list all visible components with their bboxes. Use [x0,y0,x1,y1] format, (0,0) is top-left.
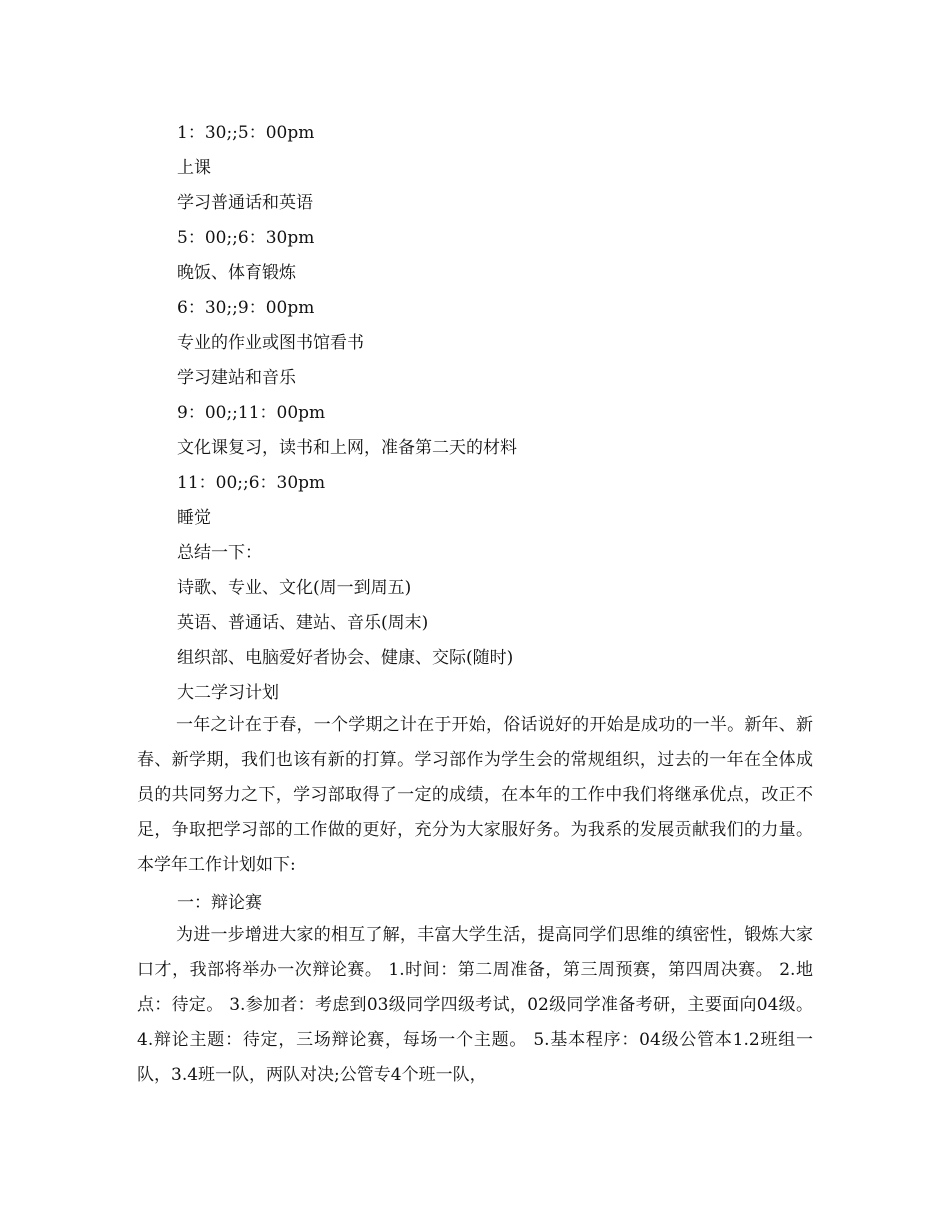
schedule-time-4: 9：00;;11：00pm [177,403,326,423]
schedule-activity-3: 专业的作业或图书馆看书 [177,333,364,353]
summary-heading: 总结一下： [177,543,262,563]
schedule-activity-4: 文化课复习，读书和上网，准备第二天的材料 [177,438,517,458]
schedule-detail-3: 学习建站和音乐 [177,368,296,388]
schedule-detail-1: 学习普通话和英语 [177,193,313,213]
schedule-activity-1: 上课 [177,158,211,178]
schedule-time-3: 6：30;;9：00pm [177,298,315,318]
summary-item: 英语、普通话、建站、音乐(周末) [177,613,429,633]
schedule-time-2: 5：00;;6：30pm [177,228,315,248]
summary-item: 组织部、电脑爱好者协会、健康、交际(随时) [177,648,514,668]
schedule-activity-2: 晚饭、体育锻炼 [177,263,296,283]
summary-item: 诗歌、专业、文化(周一到周五) [177,578,412,598]
schedule-time-5: 11：00;;6：30pm [177,473,326,493]
section-title: 大二学习计划 [177,683,279,703]
debate-paragraph: 为进一步增进大家的相互了解，丰富大学生活，提高同学们思维的缜密性，锻炼大家口才，我部将举办一次辩论赛。 1.时间：第二周准备，第三周预赛，第四周决赛。 2.地点：待定。 3.参加者：考虑到03级同学四级考试，02级同学准备考研，主要面向04级。 4.辩论主题：待定，三场辩论赛，每场一个主题。 5.基本程序：04级公管本1.2班组一队，3.4班一队，两队对决;公管专4个班一队， [137,925,813,1085]
schedule-time-1: 1：30;;5：00pm [177,123,315,143]
intro-paragraph: 一年之计在于春，一个学期之计在于开始，俗话说好的开始是成功的一半。新年、新春、新学期，我们也该有新的打算。学习部作为学生会的常规组织，过去的一年在全体成员的共同努力之下，学习部取得了一定的成绩，在本年的工作中我们将继承优点，改正不足，争取把学习部的工作做的更好，充分为大家服好务。为我系的发展贡献我们的力量。本学年工作计划如下: [137,715,813,875]
debate-heading: 一：辩论赛 [177,893,262,913]
schedule-activity-5: 睡觉 [177,508,211,528]
